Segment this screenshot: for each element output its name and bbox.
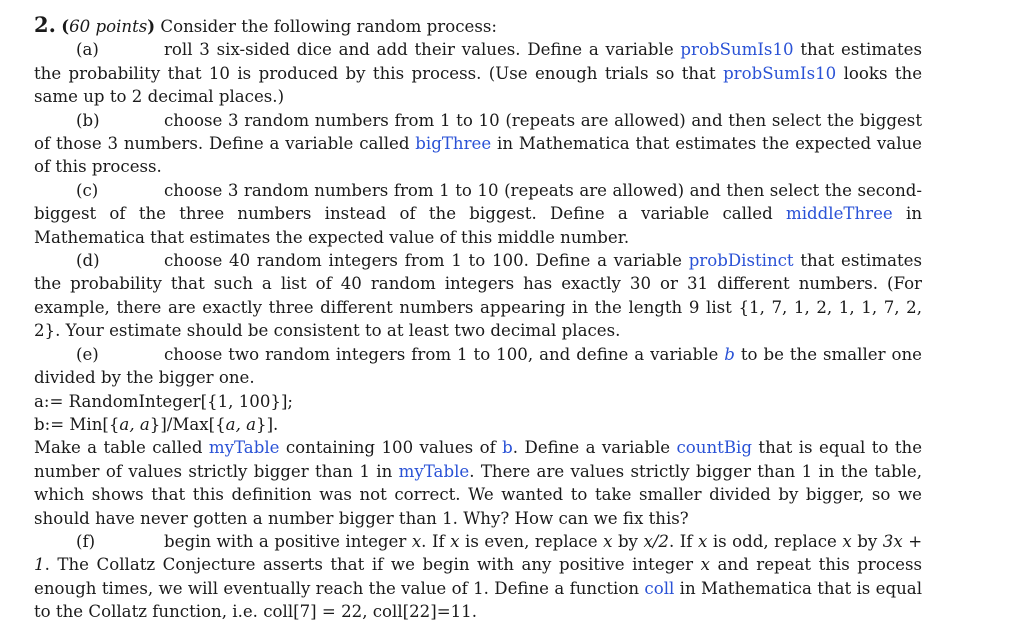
part-d-label: (d) (76, 251, 100, 271)
part-b-label: (b) (76, 110, 100, 130)
problem-number: 2. (34, 12, 56, 37)
part-e-continued: Make a table called myTable containing 100 values of b. Define a variable countBig that is equal to the number of values strictly bigger than 1 in myTable. There are values strictly bigger than 1 in the table, which shows that this definition was not correct. We wanted to take smaller divided by bigger, so we should have never gotten a number bigger than 1. Why? How can we fix this? (34, 438, 923, 528)
var-coll: coll (644, 578, 675, 598)
code-line-a: a:= RandomInteger[{1, 100}]; (34, 391, 294, 411)
var-probDistinct: probDistinct (688, 251, 794, 271)
problem-document (34, 13, 922, 624)
var-countBig: countBig (676, 438, 752, 458)
part-f-label: (f) (76, 531, 96, 551)
part-f: (f) begin with a positive integer x. If x is even, replace x by x/2. If x is odd, replace x by 3x + 1. The Collatz Conjecture asserts that if we begin with any positive integer x and repeat this process enough times, we will eventually reach the value of 1. Define a function coll in Mathematica that is equal to the Collatz function, i.e. coll[7] = 22, coll[22]=11. (34, 531, 923, 622)
code-line-b: b:= Min[{a, a}]/Max[{a, a}]. (34, 414, 279, 434)
part-d: (d) choose 40 random integers from 1 to 100. Define a variable probDistinct that estimates the probability that such a list of 40 random integers has exactly 30 or 31 different numbers. (For example, there are exactly three different numbers appearing in the length 9 list {1, 7, 1, 2, 1, 1, 7, 2, 2}. Your estimate should be consistent to at least two decimal places. (34, 251, 922, 341)
part-a: (a) roll 3 six-sided dice and add their values. Define a variable probSumIs10 that estimates the probability that 10 is produced by this process. (Use enough trials so that probSumIs10 looks the same up to 2 decimal places.) (34, 40, 923, 107)
var-b: b (724, 344, 735, 364)
var-probSumIs10: probSumIs10 (680, 40, 794, 60)
var-probSumIs10-ref: probSumIs10 (723, 63, 837, 83)
part-e: (e) choose two random integers from 1 to 100, and define a variable b to be the smaller one divided by the bigger one. (34, 344, 922, 388)
var-bigThree: bigThree (415, 134, 492, 154)
part-e-label: (e) (76, 344, 99, 364)
problem-header (34, 13, 922, 38)
part-a-label: (a) (76, 40, 99, 60)
part-c-label: (c) (76, 180, 99, 200)
problem-points: (60 points) (61, 16, 156, 36)
var-myTable: myTable (208, 438, 280, 458)
part-c: (c) choose 3 random numbers from 1 to 10 (repeats are allowed) and then select the second-biggest of the three numbers instead of the biggest. Define a variable called middleThree in Mathematica that estimates the expected value of this middle number. (34, 180, 923, 247)
var-myTable-ref: myTable (398, 461, 470, 481)
part-b: (b) choose 3 random numbers from 1 to 10 (repeats are allowed) and then select the biggest of those 3 numbers. Define a variable called bigThree in Mathematica that estimates the expected value of this process. (34, 110, 923, 177)
example-list: {1, 7, 1, 2, 1, 1, 7, 2, 2}. (34, 297, 922, 341)
var-middleThree: middleThree (786, 204, 893, 224)
problem-intro: Consider the following random process: (160, 17, 497, 36)
var-b-ref: b (502, 438, 513, 458)
